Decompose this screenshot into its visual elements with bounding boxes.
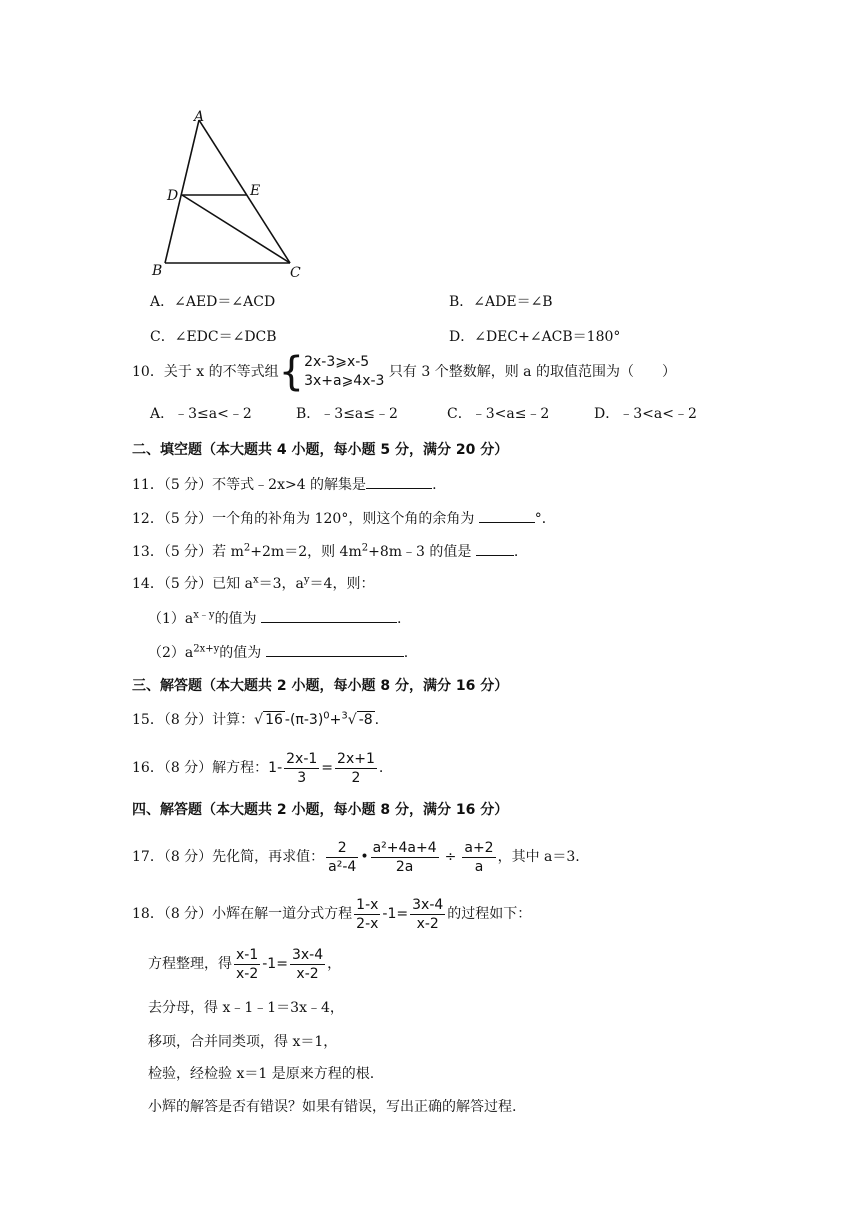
q18-e-num1: 1-x <box>356 896 379 913</box>
section-2-title: 二、填空题（本大题共 4 小题，每小题 5 分，满分 20 分） <box>132 442 509 458</box>
q17-text: 17．（8 分）先化简，再求值： <box>132 849 325 865</box>
q15-sqrt-arg: 16 <box>265 712 283 728</box>
q17-end: ，其中 a＝3. <box>497 849 580 865</box>
q15-mid: -(π-3) <box>284 712 324 728</box>
q10-option-a: A．﹣3≤a<﹣2 <box>150 406 252 422</box>
q18-e-den1: 2-x <box>356 915 379 932</box>
q18-s-num2: 3x-4 <box>291 946 324 963</box>
q17-f3-num: a+2 <box>464 839 494 856</box>
q13-sup-1: 2 <box>243 542 251 554</box>
q14-sup-x: x <box>252 574 259 586</box>
q16-num1: 2x-1 <box>286 750 318 767</box>
q14-sub2-suffix: 的值为 <box>219 645 262 661</box>
q15-plus: + <box>329 712 342 728</box>
q14-text: 14．（5 分）已知 a <box>132 576 253 592</box>
q10-option-d: D．﹣3<a<﹣2 <box>594 406 697 422</box>
triangle-figure <box>140 105 310 285</box>
label-E: E <box>250 183 261 199</box>
q13-mid2: +8m﹣3 的值是 <box>368 544 472 560</box>
q17-f3-den: a <box>474 858 484 875</box>
q18-text-end: 的过程如下： <box>447 906 532 922</box>
q18-s-mid: -1= <box>262 956 288 972</box>
q15 <box>132 710 379 730</box>
q17-f1-num: 2 <box>326 839 358 858</box>
q13-end: . <box>513 544 519 560</box>
q18-step-frac-1 <box>234 946 260 983</box>
q17-frac-3 <box>462 839 495 876</box>
q16-one: 1- <box>268 760 283 776</box>
q10-option-b: B．﹣3≤a≤﹣2 <box>296 406 398 422</box>
q16-end: . <box>378 760 384 776</box>
q18-step3: 移项，合并同类项，得 x＝1， <box>148 1034 338 1050</box>
q12-blank <box>479 508 535 523</box>
q18-step1-text: 方程整理，得 <box>148 956 232 972</box>
label-C: C <box>290 265 301 281</box>
q12 <box>132 508 556 529</box>
q9-option-c: C．∠EDC＝∠DCB <box>150 329 277 345</box>
q16-den1: 3 <box>297 769 307 786</box>
q18-eq-frac-2 <box>410 896 445 933</box>
q14-sub1-sup: x﹣y <box>193 609 215 621</box>
q14-sub2-prefix: （2）a <box>148 645 194 661</box>
q10-prefix: 10．关于 x 的不等式组 <box>132 364 279 380</box>
q10-ineq2: 3x+a⩾4x-3 <box>304 373 385 389</box>
q11-blank <box>366 474 432 489</box>
q14-sub2 <box>148 642 408 663</box>
q18-step1 <box>148 942 341 986</box>
q18-s-num1: x-1 <box>236 946 259 963</box>
q10-system <box>304 353 384 391</box>
q17-f1-den: a²-4 <box>328 858 357 875</box>
q14 <box>132 574 374 594</box>
segment-DC <box>182 195 290 263</box>
q17-dot: • <box>360 849 369 865</box>
q16-text: 16．（8 分）解方程： <box>132 760 269 776</box>
q18-question: 小辉的解答是否有错误？如果有错误，写出正确的解答过程. <box>148 1099 517 1115</box>
q11-text: 11．（5 分）不等式﹣2x>4 的解集是 <box>132 477 367 493</box>
q18-eq-frac-1 <box>354 896 380 933</box>
q9-option-d: D．∠DEC+∠ACB＝180° <box>449 329 621 345</box>
q16-eq: = <box>321 760 334 776</box>
q17-frac-1 <box>326 839 358 876</box>
q13-blank <box>476 541 514 556</box>
label-B: B <box>152 263 163 279</box>
q14-sub1-blank <box>261 608 397 623</box>
q12-text: 12．（5 分）一个角的补角为 120°，则这个角的余角为 <box>132 511 475 527</box>
q18 <box>132 892 531 936</box>
section-4-title: 四、解答题（本大题共 2 小题，每小题 8 分，满分 16 分） <box>132 802 509 818</box>
q18-text: 18．（8 分）小辉在解一道分式方程 <box>132 906 353 922</box>
q18-step2: 去分母，得 x﹣1﹣1＝3x﹣4， <box>148 1000 344 1016</box>
q15-text: 15．（8 分）计算： <box>132 712 255 728</box>
q9-option-b: B．∠ADE＝∠B <box>449 294 553 310</box>
q18-step-frac-2 <box>290 946 325 983</box>
q13-prefix: 13．（5 分）若 m <box>132 544 244 560</box>
q13-mid1: +2m＝2，则 4m <box>250 544 362 560</box>
q15-zero: 0 <box>323 710 330 722</box>
q18-e-den2: x-2 <box>416 915 439 932</box>
q18-s-den1: x-2 <box>236 965 259 982</box>
q15-expression: √ 16 $-(\pi-3)^0+^3√$ -8 <box>254 710 373 728</box>
q14-sub2-dot: . <box>403 645 409 661</box>
q17-f2-num: a²+4a+4 <box>372 839 437 856</box>
q18-e-mid: -1= <box>382 906 409 922</box>
side-AC <box>199 120 290 263</box>
q11 <box>132 474 437 495</box>
label-D: D <box>167 188 179 204</box>
q17 <box>132 834 580 880</box>
brace-icon: { <box>278 349 305 395</box>
q14-mid: ＝3，a <box>258 576 304 592</box>
q10-suffix: 只有 3 个整数解，则 a 的取值范围为（ ） <box>388 364 676 380</box>
q17-frac-2 <box>371 839 439 876</box>
q14-sub1-suffix: 的值为 <box>214 611 257 627</box>
q18-e-num2: 3x-4 <box>412 896 444 913</box>
q15-cbrt-index: 3 <box>341 710 348 722</box>
q15-end: . <box>374 712 380 728</box>
q16-frac-2 <box>335 750 377 787</box>
q9-option-a: A．∠AED＝∠ACD <box>150 294 276 310</box>
section-3-title: 三、解答题（本大题共 2 小题，每小题 8 分，满分 16 分） <box>132 678 509 694</box>
q14-sup-y: y <box>303 574 310 586</box>
q13-sup-2: 2 <box>361 542 369 554</box>
q13 <box>132 541 518 562</box>
q10-option-c: C．﹣3<a≤﹣2 <box>447 406 550 422</box>
q10-ineq1: 2x-3⩾x-5 <box>304 354 370 370</box>
q12-end: °． <box>534 511 556 527</box>
q17-div: ÷ <box>444 849 457 865</box>
q16-num2: 2x+1 <box>337 750 375 767</box>
q14-sub1-prefix: （1）a <box>148 611 194 627</box>
q17-f2-den: 2a <box>395 858 414 875</box>
q16-frac-1 <box>284 750 319 787</box>
q14-sub2-blank <box>266 642 404 657</box>
q10-stem <box>132 350 676 394</box>
q16-den2: 2 <box>351 769 361 786</box>
q14-end: ＝4，则： <box>309 576 375 592</box>
q18-s-den2: x-2 <box>296 965 319 982</box>
q15-cbrt-arg: -8 <box>358 712 373 728</box>
q14-sub1-dot: . <box>397 611 402 627</box>
q16 <box>132 746 383 790</box>
q14-sub1 <box>148 608 401 629</box>
q14-sub2-sup: 2x+y <box>193 643 220 655</box>
q18-step1-end: ， <box>327 956 342 972</box>
q11-end: . <box>432 477 437 493</box>
label-A: A <box>194 109 205 125</box>
q18-step4: 检验，经检验 x＝1 是原来方程的根. <box>148 1066 375 1082</box>
